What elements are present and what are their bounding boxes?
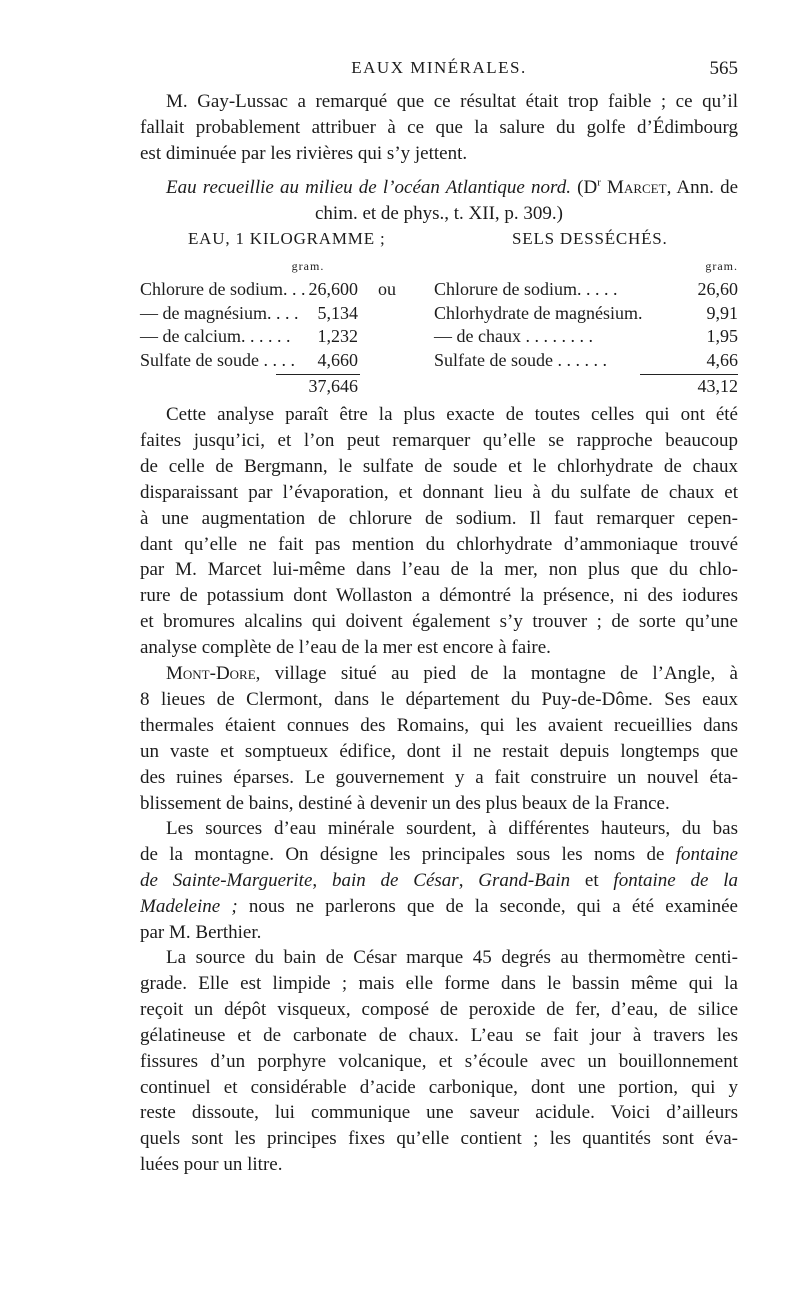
- left-value: 26,600: [308, 279, 358, 299]
- text-line: par M. Berthier.: [140, 921, 262, 943]
- citation-author: Marcet: [607, 177, 667, 198]
- text-line: et bromures alcalins qui doivent également s’y trouver ; de sorte qu’une: [140, 611, 738, 633]
- citation-line: chim. et de phys., t. XII, p. 309.): [314, 202, 563, 224]
- text-line: est diminuée par les rivières qui s’y jettent.: [140, 142, 468, 164]
- unit-right: gram.: [705, 259, 738, 273]
- unit-left: gram.: [291, 259, 325, 273]
- table-row: [140, 326, 738, 350]
- text-line: thermales étaient connues des Romains, qui les avaient recueillies dans: [140, 714, 738, 736]
- paragraph-mont-dore: [140, 661, 738, 816]
- text-line: [140, 842, 738, 868]
- unit-row: [140, 259, 738, 279]
- italic-span: fontaine de la: [613, 869, 738, 891]
- left-label: — de magnésium. . . .: [140, 302, 299, 323]
- total-right: 43,12: [697, 376, 738, 396]
- text-line: dant qu’elle ne fait pas mention du chlorhydrate d’ammoniaque trouvé: [140, 533, 738, 555]
- italic-span: Madeleine ;: [140, 895, 238, 917]
- citation-line: [140, 175, 738, 201]
- right-label: Chlorure de sodium. . . . .: [434, 279, 618, 299]
- page-number: 565: [709, 58, 738, 79]
- left-column-header: EAU, 1 KILOGRAMME ;: [188, 229, 386, 248]
- right-label: Chlorhydrate de magnésium.: [434, 302, 643, 323]
- italic-span: de Sainte-Marguerite: [140, 869, 313, 891]
- text-line: continuel et considérable d’acide carbonique, dont une portion, qui y: [140, 1076, 738, 1098]
- text-line: des ruines éparses. Le gouvernement y a fait construire un nouvel éta-: [140, 766, 738, 788]
- italic-span: bain de César: [331, 869, 459, 891]
- text-line: reste dissoute, lui communique une saveur acidule. Voici d’ailleurs: [140, 1102, 738, 1124]
- analysis-table: [140, 259, 738, 401]
- paragraph-analysis: [140, 402, 738, 661]
- citation-rest: , Ann. de: [666, 177, 738, 198]
- total-left: 37,646: [308, 376, 358, 396]
- left-value: 1,232: [317, 326, 358, 346]
- right-label: Sulfate de soude . . . . . .: [434, 349, 607, 370]
- right-value: 4,66: [706, 349, 738, 370]
- connector: ou: [378, 279, 396, 299]
- table-row: [140, 303, 738, 327]
- left-value: 5,134: [317, 302, 358, 323]
- italic-span: Grand-Bain: [478, 869, 571, 891]
- running-title: EAUX MINÉRALES.: [351, 58, 527, 77]
- text-line: à une augmentation de chlorure de sodium. Il faut remarquer cepen-: [140, 507, 738, 529]
- line-rest: , village situé au pied de la montagne de l’Angle, à: [255, 663, 738, 684]
- text-line: par M. Marcet lui-même dans l’eau de la mer, non plus que du chlo-: [140, 559, 738, 581]
- table-headers: [140, 229, 738, 255]
- table-row: [140, 279, 738, 303]
- left-label: — de calcium. . . . . .: [140, 326, 291, 346]
- left-value: 4,660: [317, 349, 358, 370]
- running-header: [140, 58, 738, 82]
- text-line: fissures d’un porphyre volcanique, et s’écoule avec un bouillonnement: [140, 1050, 738, 1072]
- text-line: Cette analyse paraît être la plus exacte de toutes celles qui ont été: [166, 404, 738, 425]
- left-label: Sulfate de soude . . . .: [140, 349, 295, 370]
- right-label: — de chaux . . . . . . . .: [434, 326, 593, 346]
- text-line: de celle de Bergmann, le sulfate de soude et le chlorhydrate de chaux: [140, 455, 738, 477]
- intro-paragraph: [140, 89, 738, 167]
- text-span: ,: [458, 869, 479, 891]
- text-line: fallait probablement attribuer à ce que la salure du golfe d’Édimbourg: [140, 116, 738, 138]
- text-line: disparaissant par l’évaporation, et donnant lieu à du sulfate de chaux et: [140, 481, 738, 503]
- citation: [140, 175, 738, 227]
- text-line: [140, 894, 738, 920]
- text-line: M. Gay-Lussac a remarqué que ce résultat était trop faible ; ce qu’il: [166, 91, 738, 112]
- text-span: nous ne parlerons que de la seconde, qui a été examinée: [237, 895, 738, 917]
- paragraph-sources: [140, 816, 738, 946]
- text-line: [140, 868, 738, 894]
- text-line: grade. Elle est limpide ; mais elle forme dans le bassin même qui la: [140, 972, 738, 994]
- citation-source: Eau recueillie au milieu de l’océan Atlantique nord.: [166, 177, 571, 198]
- text-line: 8 lieues de Clermont, dans le département du Puy-de-Dôme. Ses eaux: [140, 688, 738, 710]
- text-line: quels sont les principes fixes qu’elle contient ; les quantités sont éva-: [140, 1128, 738, 1150]
- citation-sup: r: [597, 176, 601, 189]
- right-value: 26,60: [697, 279, 738, 299]
- text-line: gélatineuse et de carbonate de chaux. L’eau se fait jour à travers les: [140, 1024, 738, 1046]
- place-name: Mont-Dore: [166, 663, 256, 684]
- text-line: Les sources d’eau minérale sourdent, à différentes hauteurs, du bas: [166, 818, 738, 839]
- italic-span: fontaine: [675, 843, 738, 865]
- left-label: Chlorure de sodium. . .: [140, 279, 306, 299]
- text-span: et: [570, 869, 614, 891]
- right-value: 9,91: [706, 302, 738, 323]
- text-line: reçoit un dépôt visqueux, composé de peroxide de fer, d’eau, de silice: [140, 998, 738, 1020]
- sum-rule-left: [276, 374, 360, 375]
- right-value: 1,95: [706, 326, 738, 346]
- text-span: ,: [312, 869, 332, 891]
- total-row: [140, 376, 738, 401]
- citation-open: (D: [577, 177, 598, 198]
- text-line: faites jusqu’ici, et l’on peut remarquer qu’elle se rapproche beaucoup: [140, 429, 738, 451]
- text-line: un vaste et somptueux édifice, dont il ne restait depuis longtemps que: [140, 740, 738, 762]
- text-line: rure de potassium dont Wollaston a démontré la présence, ni des iodures: [140, 585, 738, 607]
- text-line: La source du bain de César marque 45 degrés au thermomètre centi-: [166, 947, 738, 968]
- text-line: analyse complète de l’eau de la mer est encore à faire.: [140, 637, 551, 659]
- table-row: [140, 350, 738, 374]
- text-line: blissement de bains, destiné à devenir un des plus beaux de la France.: [140, 792, 670, 814]
- sum-rule-right: [640, 374, 738, 375]
- paragraph-cesar: [140, 945, 738, 1178]
- text-line: luées pour un litre.: [140, 1154, 283, 1176]
- right-column-header: SELS DESSÉCHÉS.: [512, 229, 668, 248]
- text-line: [140, 661, 738, 687]
- text-span: de la montagne. On désigne les principales sous les noms de: [140, 843, 676, 865]
